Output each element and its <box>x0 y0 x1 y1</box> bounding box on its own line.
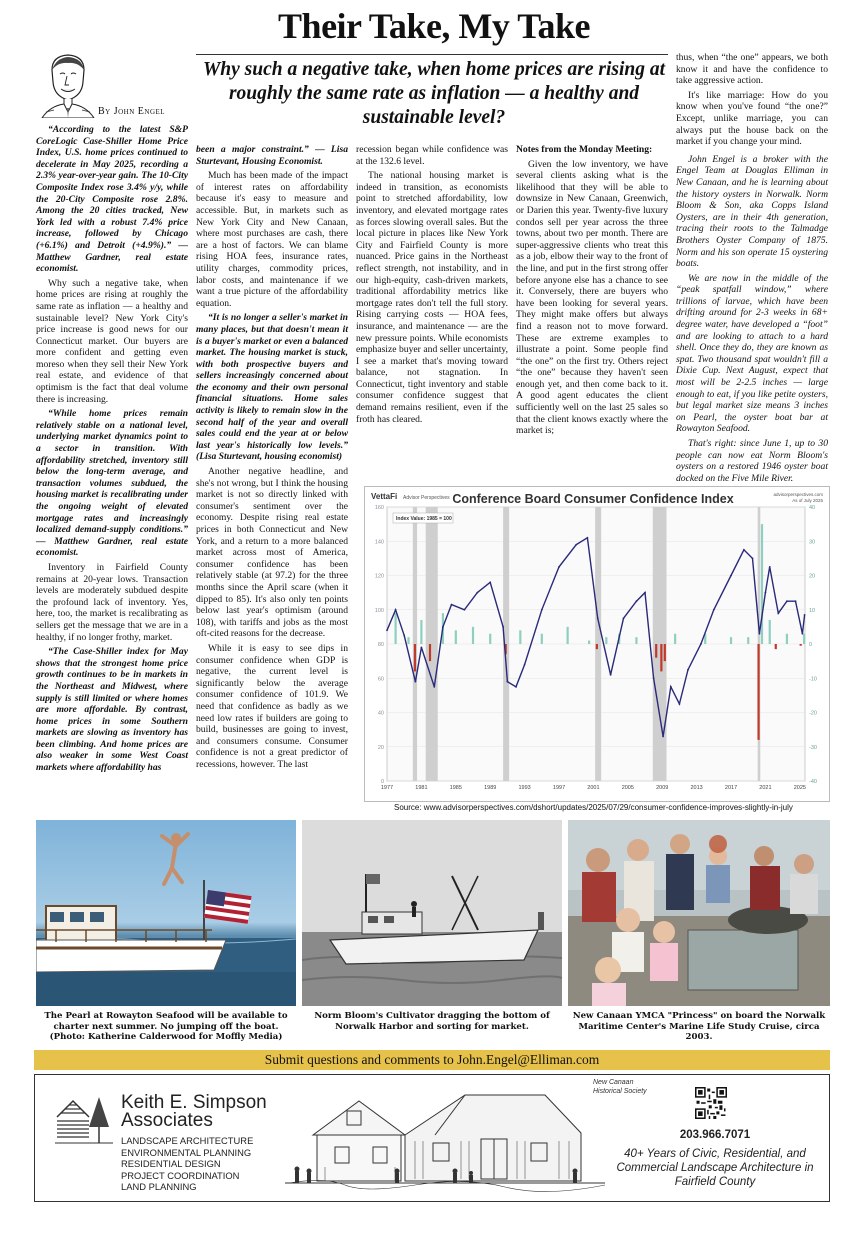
photo-cultivator-boat <box>302 820 562 1006</box>
confidence-point <box>777 612 779 614</box>
confidence-point <box>700 643 702 645</box>
gdp-negative-bar <box>660 644 662 671</box>
confidence-point <box>586 537 588 539</box>
section-heading: Notes from the Monday Meeting: <box>516 144 653 155</box>
x-tick-label: 1993 <box>518 785 531 791</box>
y-left-tick-label: 0 <box>380 779 384 785</box>
gdp-positive-bar <box>541 634 543 644</box>
ad-image-credit: New Canaan Historical Society <box>593 1079 647 1095</box>
y-right-tick-label: 40 <box>809 505 816 511</box>
y-right-tick-label: 10 <box>809 607 816 614</box>
photo-pearl-boat <box>36 820 296 1006</box>
y-left-tick-label: 160 <box>374 505 384 511</box>
gdp-positive-bar <box>588 641 590 644</box>
confidence-point <box>395 609 397 611</box>
ad-company-name-1: Keith E. Simpson <box>121 1092 267 1113</box>
x-tick-label: 1989 <box>484 785 497 791</box>
confidence-point <box>786 600 788 602</box>
paragraph: Why such a negative take, when home prices are rising at roughly the same rate as inflation — a healthy and sustainable level? New York City's price increase is good news for our Connecticut market. Our buyers are more confident and getting even moreso when they sell their New York real estate, and evidence of that optimism is the fact that deal volume there is increasing. <box>36 277 188 405</box>
x-tick-label: 2013 <box>690 785 703 791</box>
x-tick-label: 2009 <box>656 785 669 791</box>
author-portrait <box>38 52 98 118</box>
confidence-point <box>769 566 771 568</box>
historic-barn-sketch <box>285 1081 605 1197</box>
y-left-tick-label: 80 <box>377 642 384 648</box>
byline: By John Engel <box>98 106 166 117</box>
page-title: Their Take, My Take <box>278 6 590 46</box>
confidence-point <box>558 566 560 568</box>
ad-tagline: 40+ Years of Civic, Residential, and Commercial Landscape Architecture in Fairfield County <box>616 1148 814 1188</box>
y-left-tick-label: 20 <box>377 744 384 751</box>
paragraph: thus, when “the one” appears, we both know it and have the confidence to take aggressive action. <box>676 52 828 87</box>
chart-plot <box>375 505 817 791</box>
ad-phone[interactable]: 203.966.7071 <box>679 1129 751 1141</box>
confidence-point <box>597 617 599 619</box>
y-right-tick-label: -10 <box>809 676 817 683</box>
confidence-point <box>476 592 478 594</box>
ad-service-item: PROJECT COORDINATION <box>121 1169 240 1181</box>
article-column-1 <box>36 124 188 777</box>
paragraph: The national housing market is indeed in transition, as economists point to stretched affordability, low inventory, and elevated mortgage rates as forces slowing overall sales. But the local picture in places like New York City and Fairfield County is more nuanced. Price gains in the Northeast reflect strength, not instability, and in our high-equity, cash-driven markets, traditional affordability metrics like mortgage rates don't tell the full story. Rising carrying costs — HOA fees, insurance, and maintenance — are the new pressure points. While economists emphasize buyer and seller uncertainty, I see a market that's moving toward balance, not stagnation. In Connecticut, tight inventory and stable consumer confidence suggest that demand remains resilient, even if the froth has cleared. <box>356 170 508 425</box>
paragraph: Inventory in Fairfield County remains at 20-year lows. Transaction levels are moderately subdued despite the profound lack of inventory. Yes, here, too, the market is recalibrating as sellers get the message that we are in a healthy, if no longer frothy, market. <box>36 561 188 643</box>
article-column-5 <box>676 52 828 487</box>
gdp-positive-bar <box>803 634 805 644</box>
paragraph: Another negative headline, and she's not wrong, but I think the housing market is not so directly linked with consumer's sentiment over the economy. Despite rising real estate prices in both Connecticut and New York, and a return to a more balanced market across most of America, consumer confidence has been relatively stable (at 97.2) for the three months since the April scare (when it dipped to 85). It's also only ten points below last year's optimism (around 108), with tariffs and jobs as the most oft-cited reasons for the decrease. <box>196 466 348 640</box>
paragraph: Much has been made of the impact of interest rates on affordability because it's easy to measure and accessible. But, in markets such as New York City and New Canaan, where most purchases are cash, there are a host of factors. We can blame rising HOA fees, insurance rates, utility charges, commodity prices, labor costs, and maintenance if we want a true picture of the affordability equation. <box>196 170 348 309</box>
confidence-point <box>575 544 577 546</box>
gdp-positive-bar <box>472 627 474 644</box>
confidence-point <box>795 600 797 602</box>
chart-title: Conference Board Consumer Confidence Index <box>452 492 734 506</box>
gdp-positive-bar <box>747 637 749 644</box>
confidence-point <box>644 592 646 594</box>
paragraph: John Engel is a broker with the Engel Team at Douglas Elliman in New Canaan, and he is learning about the history oysters in Norwalk. Norm Bloom & Son, aka Copps Island Oysters, are in their 4th generation, tracing their roots to the Talmadge Brothers Oyster Company of 1875. Norm and his son operate 15 oystering boats. <box>676 153 828 270</box>
chart-brand-sub: Advisor Perspectives <box>403 495 450 501</box>
x-tick-label: 1977 <box>380 785 394 791</box>
chart-source: Source: www.advisorperspectives.com/dshort/updates/2025/07/29/consumer-confidence-improves-slightly-in-july <box>394 803 793 812</box>
y-left-tick-label: 140 <box>374 539 384 546</box>
advertisement <box>34 1074 830 1202</box>
confidence-point <box>802 633 804 635</box>
confidence-point <box>752 557 754 559</box>
confidence-point <box>804 614 806 616</box>
gdp-positive-bar <box>567 627 569 644</box>
confidence-point <box>433 686 435 688</box>
photo-ymca-cruise <box>568 820 830 1006</box>
headline-rule <box>196 54 668 55</box>
paragraph: “It is no longer a seller's market in many places, but that doesn't mean it is a buyer's market or even a balanced market. The housing market is stuck, with both prospective buyers and sellers increasingly concerned about the economy and their own personal financial situations. Home sales activity is likely to remain slow in the second half of the year and overall sales could end the year at or below last year's historically low levels.” (Lisa Sturtevant, housing economist) <box>196 312 348 463</box>
paragraph: We are now in the middle of the “peak spatfall window,” where trillions of larvae, which have been drifting around for 2-3 weeks in 68+ degree water, have developed a “foot” and are looking to attach to a hard shell. Once they do, they are known as spat. Two thousand spat wouldn't fill a Dixie Cup. Next August, expect that most will be 2-2.5 inches — large enough to eat, if you like petite oysters, but legal market size means 3 inches on Pearl, the oyster boat bar at Rowayton Seafood. <box>676 272 828 435</box>
confidence-point <box>541 609 543 611</box>
gdp-negative-bar <box>414 644 416 671</box>
gdp-positive-bar <box>635 637 637 644</box>
y-right-tick-label: 30 <box>809 539 816 546</box>
caption-pearl: The Pearl at Rowayton Seafood will be available to charter next summer. No jumping off the boat. (Photo: Katherine Calderwood for Moffly Media) <box>44 1011 288 1043</box>
article-column-3 <box>356 144 508 428</box>
index-note: Index Value: 1985 = 100 <box>396 516 452 522</box>
confidence-point <box>730 575 732 577</box>
x-tick-label: 2001 <box>587 785 600 791</box>
submit-banner: Submit questions and comments to John.Engel@Elliman.com <box>34 1050 830 1070</box>
paragraph: “While home prices remain relatively stable on a national level, underlying market dynamics point to a sector in transition. With affordability stretched, inventory still below the long-term average, and transaction volumes subdued, the housing market is recalibrating under the ongoing weight of elevated mortgage rates and increasingly localized demand-supply conditions.” — Matthew Gardner, real estate economist. <box>36 408 188 559</box>
chart-site: advisorperspectives.com <box>773 492 823 497</box>
paragraph: been a major constraint.” — Lisa Sturtevant, Housing Economist. <box>196 144 348 167</box>
keith-simpson-logo-icon <box>51 1087 117 1149</box>
paragraph: That's right: since June 1, up to 30 people can now eat Norm Bloom's oysters on a restored 1946 oyster boat docked on the Five Mile River. <box>676 438 828 484</box>
confidence-point <box>502 626 504 628</box>
gdp-negative-bar <box>757 644 759 740</box>
confidence-point <box>636 600 638 602</box>
y-right-tick-label: 20 <box>809 573 816 580</box>
qr-code-icon[interactable] <box>695 1087 727 1119</box>
paragraph: “The Case-Shiller index for May shows that the strongest home price growth continues to be in markets in the Northeast and Midwest, where supply is still limited or where homes are more affordable. By contrast, home prices in some Southern markets are slowing as inventory has been climbing. And home prices are also weaker in some West Coast markets where affordability has <box>36 646 188 774</box>
paragraph: It's like marriage: How do you know when you've found “the one?” Except, unlike marriage, you can always put the house back on the market if you change your mind. <box>676 89 828 148</box>
confidence-point <box>653 677 655 679</box>
gdp-positive-bar <box>769 620 771 644</box>
confidence-point <box>464 609 466 611</box>
confidence-point <box>515 686 517 688</box>
confidence-point <box>743 549 745 551</box>
confidence-point <box>403 635 405 637</box>
ad-company-name-2: Associates <box>121 1110 213 1131</box>
x-tick-label: 1985 <box>449 785 462 791</box>
confidence-point <box>524 664 526 666</box>
x-tick-label: 2021 <box>759 785 772 791</box>
y-right-tick-label: 0 <box>809 642 813 648</box>
confidence-point <box>507 681 509 683</box>
gdp-positive-bar <box>730 637 732 644</box>
confidence-point <box>442 626 444 628</box>
y-left-tick-label: 40 <box>377 710 384 717</box>
consumer-confidence-chart <box>364 486 830 802</box>
chart-brand: VettaFi <box>371 492 398 501</box>
confidence-point <box>713 609 715 611</box>
y-left-tick-label: 120 <box>374 573 384 580</box>
confidence-point <box>489 581 491 583</box>
confidence-point <box>610 674 612 676</box>
cultivator-boat-illustration <box>302 820 562 1006</box>
y-right-tick-label: -30 <box>809 744 817 751</box>
gdp-positive-bar <box>786 634 788 644</box>
confidence-point <box>670 686 672 688</box>
chart-svg <box>365 487 829 801</box>
gdp-positive-bar <box>605 637 607 644</box>
gdp-negative-bar <box>429 644 431 661</box>
x-tick-label: 2005 <box>621 785 634 791</box>
ad-service-item: LAND PLANNING <box>121 1181 197 1192</box>
x-tick-label: 1997 <box>552 785 566 791</box>
confidence-point <box>679 703 681 705</box>
confidence-point <box>759 633 761 635</box>
x-tick-label: 2017 <box>724 785 738 791</box>
confidence-point <box>662 736 664 738</box>
chart-asof: As of July 2025 <box>792 498 823 503</box>
gdp-positive-bar <box>407 637 409 644</box>
gdp-negative-bar <box>664 644 666 661</box>
gdp-positive-bar <box>674 634 676 644</box>
y-right-tick-label: -20 <box>809 710 817 717</box>
confidence-point <box>451 604 453 606</box>
paragraph: Given the low inventory, we have several clients asking what is the likelihood that they will be able to downsize in New Canaan, Greenwich, or Darien this year. Twenty-five luxury condos sell per year across the three towns, about two per month. There are super-aggressive clients who treat this as a job, elbow their way to the front of the line, and put in the first strong offer before anyone else has a chance to see it. Conversely, there are buyers who have been looking for several years. They might make offers but always find a reason not to move forward. These are extreme examples to illustrate a point. Some people find “the one” on the first try. Others reject “the one” because they haven't seen enough yet, and then come back to it. A good agent educates the client sufficiently well on the last 25 sales so that the client knows exactly where the market is; <box>516 158 668 437</box>
y-left-tick-label: 100 <box>374 607 384 614</box>
ad-service-item: RESIDENTIAL DESIGN <box>121 1158 221 1169</box>
ad-service-item: ENVIRONMENTAL PLANNING <box>121 1146 252 1158</box>
gdp-positive-bar <box>395 613 397 644</box>
gdp-negative-bar <box>800 644 802 646</box>
article-column-4 <box>516 144 668 440</box>
confidence-point <box>386 629 388 631</box>
caption-cultivator: Norm Bloom's Cultivator dragging the bottom of Norwalk Harbor and sorting for market. <box>314 1011 550 1032</box>
paragraph: While it is easy to see dips in consumer confidence when GDP is negative, the current level is significantly below the average consumer confidence of 101.9. We need that confidence as badly as we need low rates if builders are going to build, businesses are going to invest, and consumers consume. Consumer confidence is not a great predictor of recessions, however. The last <box>196 642 348 770</box>
gdp-positive-bar <box>420 620 422 644</box>
gdp-negative-bar <box>775 644 777 649</box>
confidence-point <box>765 592 767 594</box>
x-tick-label: 1981 <box>415 785 428 791</box>
ad-service-item: LANDSCAPE ARCHITECTURE <box>121 1135 254 1146</box>
confidence-point <box>421 647 423 649</box>
gdp-positive-bar <box>489 634 491 644</box>
article-column-2 <box>196 144 348 773</box>
x-tick-label: 2025 <box>793 785 806 791</box>
gdp-negative-bar <box>596 644 598 649</box>
y-right-tick-label: -40 <box>809 779 817 785</box>
subhead: Why such a negative take, when home prices are rising at roughly the same rate as inflation — a healthy and sustainable level? <box>202 59 666 128</box>
gdp-negative-bar <box>655 644 657 658</box>
ad-services-list <box>121 1135 253 1193</box>
caption-ymca: New Canaan YMCA "Princess" on board the Norwalk Maritime Center's Marine Life Study Cruise, circa 2003. <box>572 1011 826 1043</box>
gdp-positive-bar <box>519 630 521 644</box>
pearl-boat-illustration <box>36 820 296 1006</box>
ymca-cruise-illustration <box>568 820 830 1006</box>
confidence-point <box>414 681 416 683</box>
paragraph: “According to the latest S&P CoreLogic Case-Shiller Home Price Index, U.S. home prices continued to decelerate in May 2025, recording a 2.3% year-over-year gain. The 10-City Composite Index rose 3.4% y/y, while the 20-City Composite rose 2.8%. Among the 20 cities tracked, New York led with a robust 7.4% price increase, followed by Chicago (+6.1%) and Detroit (+4.9%).” — Matthew Gardner, real estate economist. <box>36 124 188 275</box>
confidence-point <box>687 669 689 671</box>
paragraph: recession began while confidence was at the 132.6 level. <box>356 144 508 167</box>
gdp-positive-bar <box>455 630 457 644</box>
y-left-tick-label: 60 <box>377 676 384 683</box>
confidence-point <box>623 617 625 619</box>
recession-band <box>426 507 438 781</box>
